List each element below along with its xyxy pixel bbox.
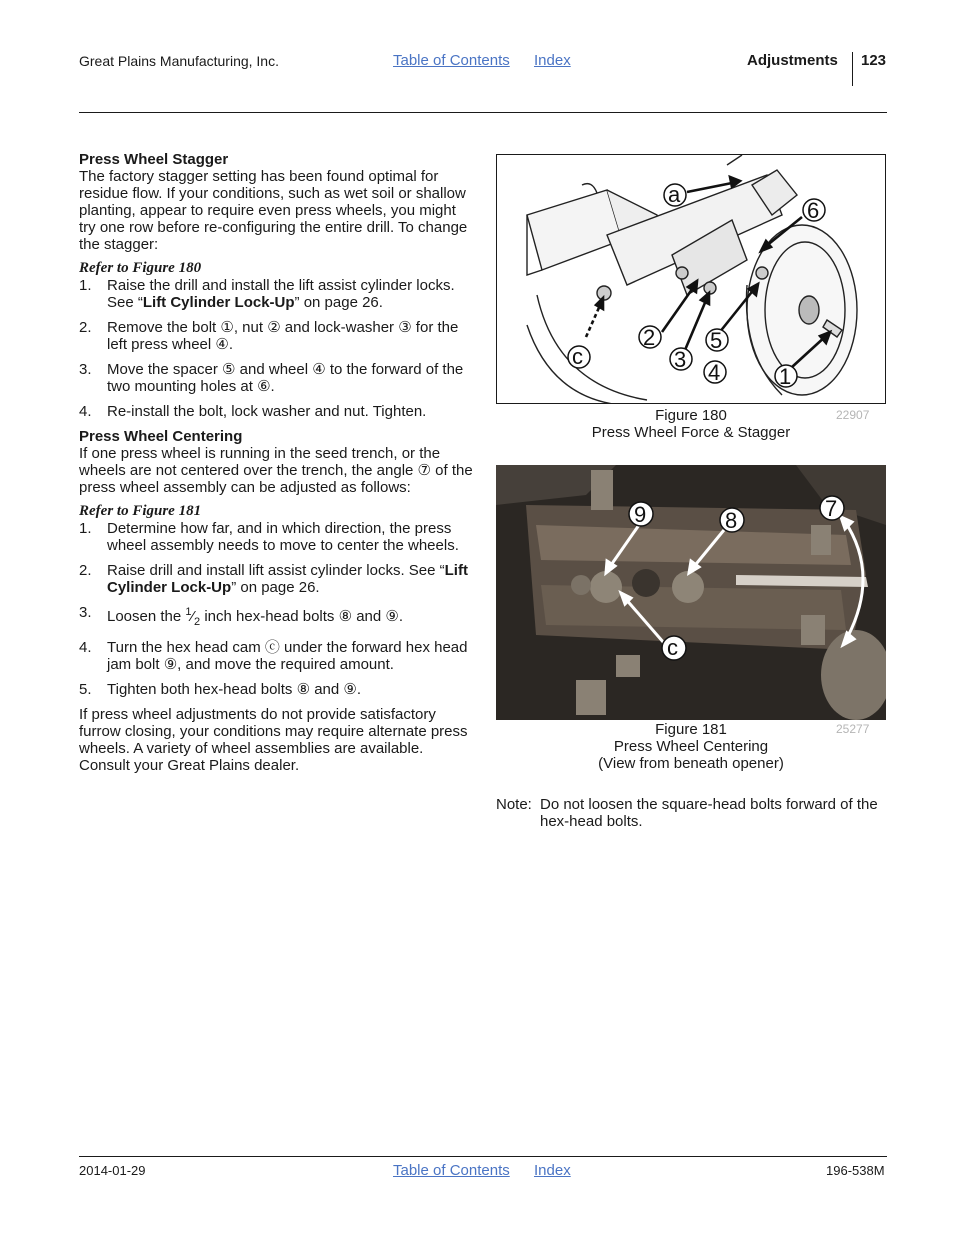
lift-lock-ref: Lift Cylinder Lock-Up bbox=[142, 294, 295, 311]
stagger-steps bbox=[79, 277, 474, 420]
callout-3: 3 bbox=[674, 347, 687, 372]
callout-2: 2 bbox=[643, 325, 656, 350]
list-item: 2. Remove the bolt ①, nut ② and lock-washer ③ for the left press wheel ④. bbox=[79, 319, 459, 353]
index-link-bottom[interactable]: Index bbox=[534, 1162, 571, 1179]
press-wheel-photo bbox=[496, 465, 886, 720]
list-item: 5. Tighten both hex-head bolts ⑧ and ⑨. bbox=[79, 681, 361, 698]
list-item: 4. Turn the hex head cam ⓒ under the forward hex head jam bolt ⑨, and move the required amount. bbox=[79, 639, 468, 673]
centering-heading: Press Wheel Centering bbox=[79, 428, 243, 445]
figure-181-id: 25277 bbox=[836, 722, 870, 736]
figure-181-photo bbox=[496, 465, 886, 720]
fraction-denominator: 2 bbox=[194, 616, 201, 628]
centering-closing: If press wheel adjustments do not provide satisfactory furrow closing, your conditions may require alternate press wheels. A variety of wheel assemblies are available. Consult your Great Plains dealer. bbox=[79, 706, 468, 774]
lift-lock-ref: Lift Cylinder Lock-Up bbox=[107, 562, 468, 596]
stagger-refer: Refer to Figure 180 bbox=[79, 260, 202, 276]
figure-181-caption: Figure 181 Press Wheel Centering (View from beneath opener) bbox=[598, 721, 784, 772]
callout-a: a bbox=[668, 182, 681, 207]
callout-9: 9 bbox=[634, 502, 647, 527]
page-number: 123 bbox=[861, 52, 887, 69]
figure-180-caption: Figure 180 Press Wheel Force & Stagger bbox=[591, 407, 791, 441]
callout-c: c bbox=[572, 344, 583, 369]
callout-5: 5 bbox=[710, 328, 723, 353]
toc-link-bottom[interactable]: Table of Contents bbox=[393, 1162, 510, 1179]
callout-1: 1 bbox=[779, 364, 792, 389]
figure-180-id: 22907 bbox=[836, 408, 870, 422]
fraction-numerator: 1 bbox=[185, 606, 192, 618]
callout-8: 8 bbox=[725, 508, 738, 533]
list-item: 1. Determine how far, and in which direction, the press wheel assembly needs to move to center the wheels. bbox=[79, 520, 459, 554]
note-block bbox=[496, 796, 888, 830]
centering-steps bbox=[79, 520, 474, 698]
left-column bbox=[79, 151, 474, 774]
list-item: 3. Move the spacer ⑤ and wheel ④ to the forward of the two mounting holes at ⑥. bbox=[79, 361, 464, 395]
callout-7: 7 bbox=[825, 496, 838, 521]
company-name: Great Plains Manufacturing, Inc. bbox=[79, 53, 279, 69]
centering-intro: If one press wheel is running in the seed trench, or the wheels are not centered over the trench, the angle ⑦ of the press wheel assembly can be adjusted as follows: bbox=[79, 445, 473, 496]
stagger-intro: The factory stagger setting has been found optimal for residue flow. If your conditions, such as wet soil or shallow planting, appear to require even press wheels, you might try one row before re-configuring the entire drill. To change the stagger: bbox=[79, 168, 468, 253]
footer-rule bbox=[79, 1156, 887, 1157]
list-item: 2. Raise drill and install lift assist cylinder locks. See “Lift Cylinder Lock-Up” on page 26. bbox=[79, 562, 468, 596]
callout-6: 6 bbox=[807, 198, 820, 223]
toc-link-top[interactable]: Table of Contents bbox=[393, 52, 510, 69]
list-item: 1. Raise the drill and install the lift assist cylinder locks. See “Lift Cylinder Lock-Up” on page 26. bbox=[79, 277, 455, 311]
callout-c: c bbox=[667, 635, 678, 660]
list-item: 3. Loosen the $^1⁄_2$ inch hex-head bolts ⑧ and ⑨. bbox=[79, 604, 404, 628]
figure-180-illustration bbox=[496, 154, 886, 404]
index-link-top[interactable]: Index bbox=[534, 52, 571, 69]
note-text: Do not loosen the square-head bolts forward of the hex-head bolts. bbox=[540, 796, 878, 830]
document-code: 196-538M bbox=[826, 1163, 885, 1178]
footer-date: 2014-01-29 bbox=[79, 1163, 146, 1178]
centering-refer: Refer to Figure 181 bbox=[79, 503, 202, 519]
section-title: Adjustments bbox=[747, 52, 838, 69]
list-item: 4. Re-install the bolt, lock washer and nut. Tighten. bbox=[79, 403, 427, 420]
header-rule bbox=[79, 112, 887, 113]
stagger-heading: Press Wheel Stagger bbox=[79, 151, 229, 168]
header-divider bbox=[852, 52, 853, 86]
callout-4: 4 bbox=[708, 360, 721, 385]
press-wheel-drawing bbox=[497, 155, 886, 404]
note-label: Note: bbox=[496, 796, 532, 813]
